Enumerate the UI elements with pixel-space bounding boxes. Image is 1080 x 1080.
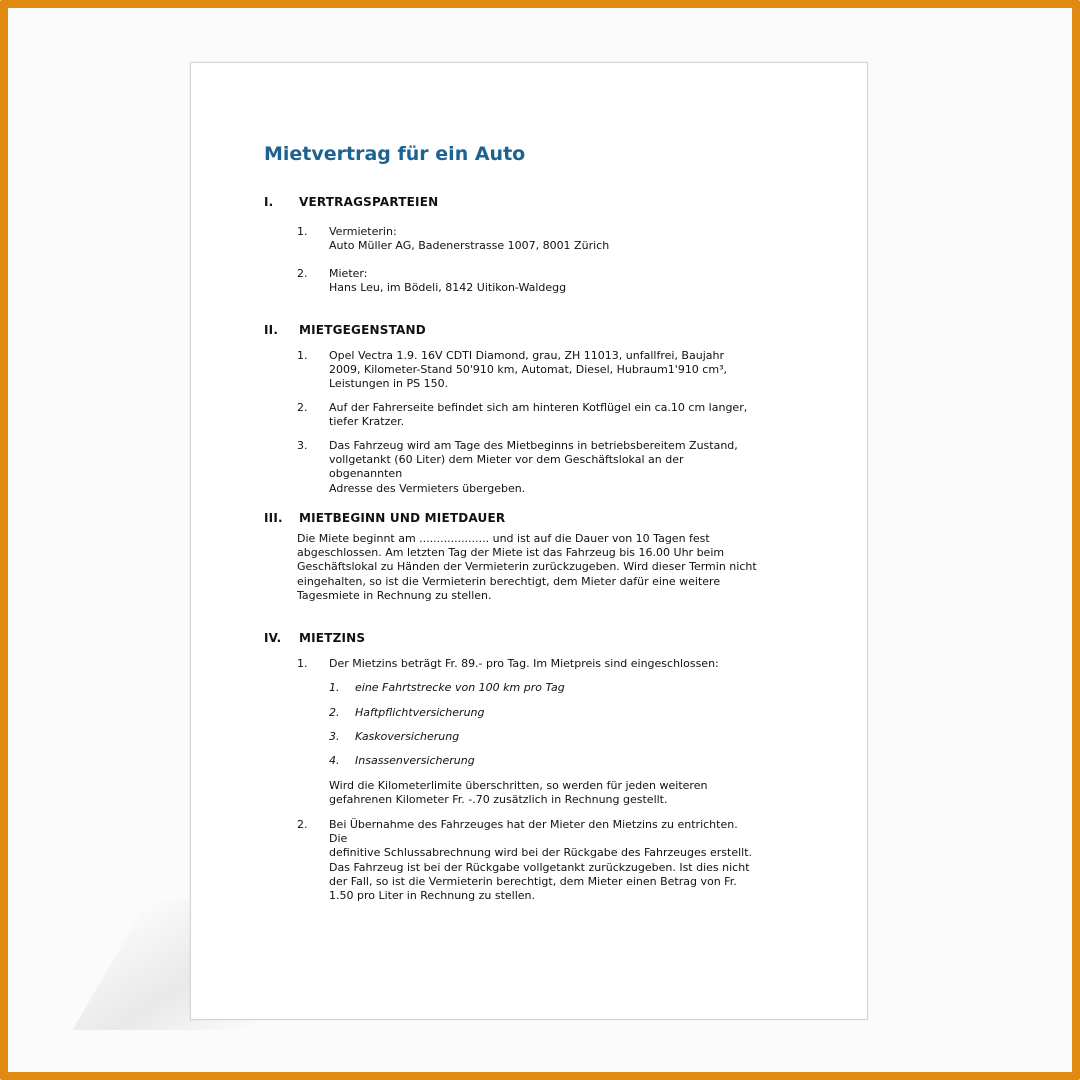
section-title: MIETBEGINN UND MIETDAUER [299,511,506,525]
sub-item-number: 4. [329,754,340,767]
section-title: MIETZINS [299,631,366,645]
sub-item-text: Haftpflichtversicherung [355,706,485,719]
item-note-paragraph [329,779,769,807]
item-text [329,401,759,429]
text-line: Vermieterin: [329,225,397,238]
text-line: Tagesmiete in Rechnung zu stellen. [297,588,492,602]
item-number: 2. [297,267,308,280]
text-line: Leistungen in PS 150. [329,377,449,391]
text-line: Das Fahrzeug wird am Tage des Mietbeginns in betriebsbereitem Zustand, [329,439,738,452]
sub-list-item [329,754,475,767]
text-line: Geschäftslokal zu Händen der Vermieterin zurückzugeben. Wird dieser Termin nicht [297,560,757,574]
text-line: Adresse des Vermieters übergeben. [329,481,526,495]
sub-item-number: 1. [329,681,340,694]
section-title: MIETGEGENSTAND [299,323,426,337]
item-text [329,267,759,295]
sub-list-item [329,681,565,694]
text-line: 2009, Kilometer-Stand 50'910 km, Automat, Diesel, Hubraum1'910 cm³, [329,363,727,377]
text-line: 1.50 pro Liter in Rechnung zu stellen. [329,889,536,903]
text-line: eingehalten, so ist die Vermieterin berechtigt, dem Mieter dafür eine weitere [297,574,721,588]
section-number: I. [264,195,274,209]
section-number: III. [264,511,283,525]
item-number: 2. [297,818,308,831]
section-number: IV. [264,631,282,645]
sub-item-text: Insassenversicherung [355,754,475,767]
text-line: Bei Übernahme des Fahrzeuges hat der Mieter den Mietzins zu entrichten. Die [329,818,738,846]
sub-list-item [329,706,485,719]
item-text [329,439,759,496]
section-number: II. [264,323,279,337]
section-heading-2 [264,323,426,337]
item-number: 1. [297,657,308,670]
sub-item-number: 2. [329,706,340,719]
text-line: der Fall, so ist die Vermieterin berechtigt, dem Mieter einen Betrag von Fr. [329,874,737,888]
item-text [329,225,759,253]
text-line: Der Mietzins beträgt Fr. 89.- pro Tag. Im Mietpreis sind eingeschlossen: [329,657,719,670]
text-line: Wird die Kilometerlimite überschritten, so werden für jeden weiteren [329,779,708,792]
section-heading-4 [264,631,365,645]
text-line: Das Fahrzeug ist bei der Rückgabe vollgetankt zurückzugeben. Ist dies nicht [329,860,750,874]
item-number: 3. [297,439,308,452]
sub-item-number: 3. [329,730,340,743]
section-title: VERTRAGSPARTEIEN [299,195,439,209]
text-line: vollgetankt (60 Liter) dem Mieter vor dem Geschäftslokal an der obgenannten [329,453,684,481]
document-title: Mietvertrag für ein Auto [264,143,526,165]
section-heading-1 [264,195,438,209]
text-line: abgeschlossen. Am letzten Tag der Miete ist das Fahrzeug bis 16.00 Uhr beim [297,546,725,560]
text-line: gefahrenen Kilometer Fr. -.70 zusätzlich in Rechnung gestellt. [329,793,668,807]
text-line: Auto Müller AG, Badenerstrasse 1007, 8001 Zürich [329,239,610,253]
section-paragraph [297,532,767,603]
text-line: Auf der Fahrerseite befindet sich am hinteren Kotflügel ein ca.10 cm langer, [329,401,748,414]
text-line: definitive Schlussabrechnung wird bei der Rückgabe des Fahrzeuges erstellt. [329,846,753,860]
text-line: Opel Vectra 1.9. 16V CDTI Diamond, grau, ZH 11013, unfallfrei, Baujahr [329,349,724,362]
item-text [329,657,759,671]
sub-item-text: eine Fahrtstrecke von 100 km pro Tag [355,681,565,694]
text-line: Die Miete beginnt am .................... und ist auf die Dauer von 10 Tagen fest [297,532,710,545]
item-number: 1. [297,225,308,238]
text-line: Mieter: [329,267,368,280]
section-heading-3 [264,511,505,525]
item-number: 2. [297,401,308,414]
text-line: Hans Leu, im Bödeli, 8142 Uitikon-Waldegg [329,281,567,295]
item-text [329,818,759,903]
item-number: 1. [297,349,308,362]
sub-item-text: Kaskoversicherung [355,730,460,743]
document-page [190,62,868,1020]
item-text [329,349,759,392]
text-line: tiefer Kratzer. [329,415,405,429]
sub-list-item [329,730,459,743]
